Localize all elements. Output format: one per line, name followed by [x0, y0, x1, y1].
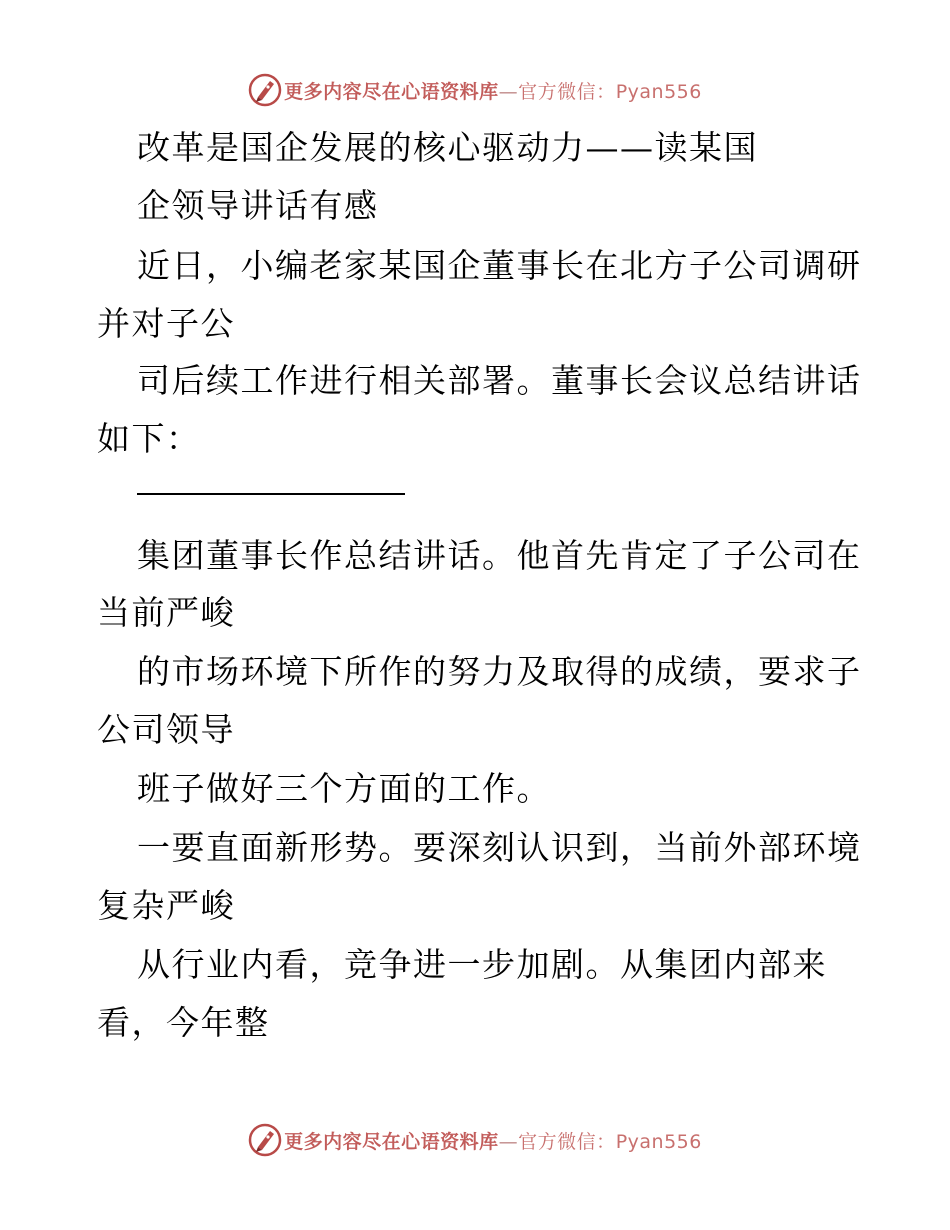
paragraph-line: 从行业内看，竞争进一步加剧。从集团内部来 [137, 945, 827, 984]
watermark-text: 更多内容尽在心语资料库—官方微信：Pyan556 [284, 80, 702, 103]
paragraph-line: 当前严峻 [97, 593, 235, 632]
paragraph-line: 如下： [97, 419, 201, 458]
paragraph-line: 班子做好三个方面的工作。 [137, 769, 551, 808]
paragraph-line: 集团董事长作总结讲话。他首先肯定了子公司在 [137, 536, 862, 575]
pen-logo-icon [248, 1123, 282, 1157]
paragraph-line: 公司领导 [97, 710, 235, 749]
watermark-text: 更多内容尽在心语资料库—官方微信：Pyan556 [284, 1130, 702, 1153]
paragraph-line: 复杂严峻 [97, 886, 235, 925]
paragraph-line: 一要直面新形势。要深刻认识到，当前外部环境 [137, 828, 862, 867]
paragraph-line: 近日，小编老家某国企董事长在北方子公司调研 [137, 246, 862, 285]
paragraph-line: 看，今年整 [97, 1003, 270, 1042]
footer-watermark [0, 1120, 950, 1160]
section-divider [137, 493, 405, 495]
paragraph-line: 并对子公 [97, 304, 235, 343]
doc-title-line-2: 企领导讲话有感 [137, 186, 379, 225]
paragraph-line: 的市场环境下所作的努力及取得的成绩，要求子 [137, 652, 862, 691]
paragraph-line: 司后续工作进行相关部署。董事长会议总结讲话 [137, 361, 862, 400]
doc-title-line-1: 改革是国企发展的核心驱动力——读某国 [137, 128, 758, 167]
